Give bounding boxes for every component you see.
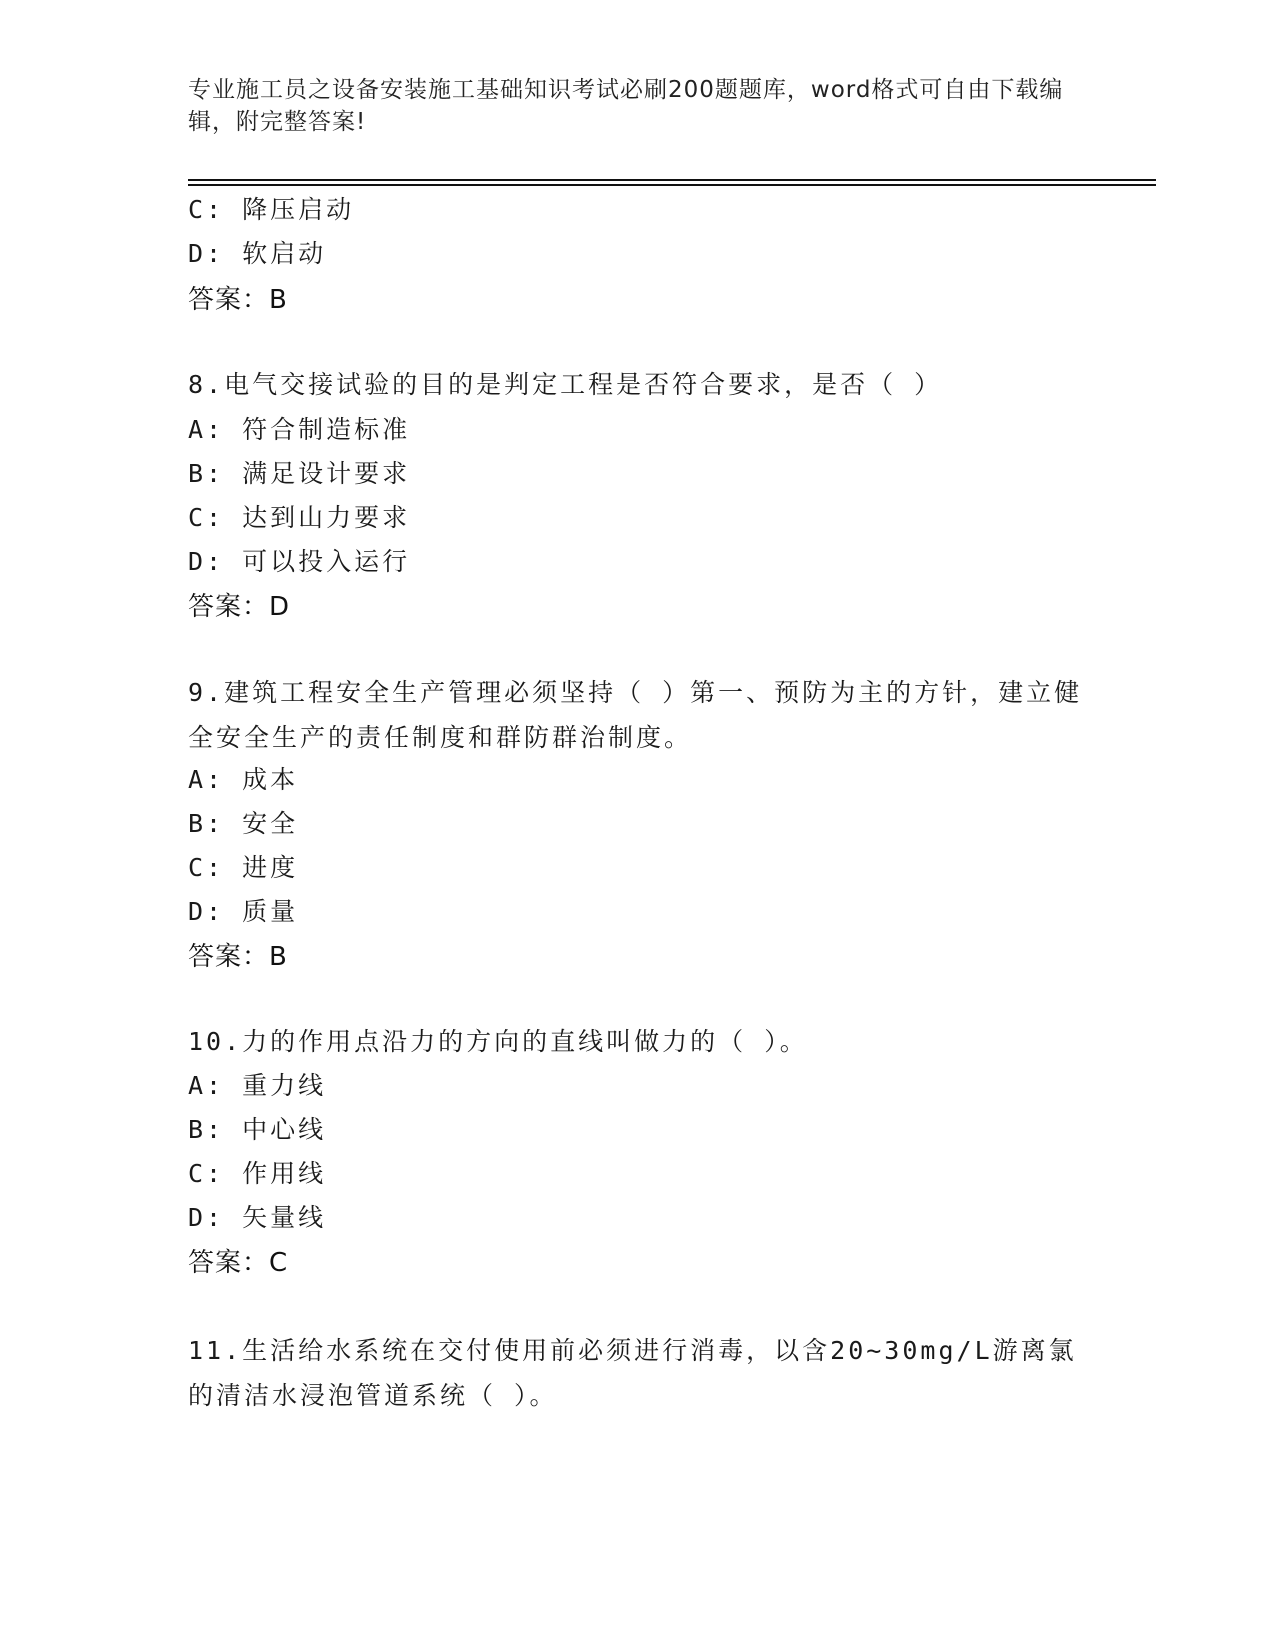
q8-option-b: B: 满足设计要求 [188, 459, 411, 488]
q9-stem: 9.建筑工程安全生产管理必须坚持（ ）第一、预防为主的方针，建立健全安全生产的责任制度和群防群治制度。 [188, 678, 1083, 752]
q8-option-a: A: 符合制造标准 [188, 415, 411, 444]
q10-option-b: B: 中心线 [188, 1115, 327, 1144]
q9-option-c: C: 进度 [188, 853, 299, 882]
q8-option-c: C: 达到山力要求 [188, 503, 411, 532]
q8-option-d: D: 可以投入运行 [188, 547, 411, 576]
document-header: 专业施工员之设备安装施工基础知识考试必刷200题题库，word格式可自由下载编辑，附完整答案! [188, 77, 1064, 135]
q10-stem: 10.力的作用点沿力的方向的直线叫做力的（ ）。 [188, 1027, 808, 1056]
q10-answer: 答案：C [188, 1248, 289, 1278]
header-divider-bottom [188, 184, 1156, 186]
q9-option-a: A: 成本 [188, 765, 299, 794]
q10-option-c: C: 作用线 [188, 1159, 327, 1188]
q8-answer: 答案：D [188, 592, 291, 622]
q10-option-a: A: 重力线 [188, 1071, 327, 1100]
q10-option-d: D: 矢量线 [188, 1203, 327, 1232]
q9-option-b: B: 安全 [188, 809, 299, 838]
q7-answer: 答案：B [188, 285, 288, 315]
q9-option-d: D: 质量 [188, 897, 299, 926]
q11-stem: 11.生活给水系统在交付使用前必须进行消毒，以含20~30mg/L游离氯的清洁水浸泡管道系统（ ）。 [188, 1336, 1077, 1410]
q7-option-c: C: 降压启动 [188, 195, 355, 224]
q8-stem: 8.电气交接试验的目的是判定工程是否符合要求，是否（ ） [188, 370, 943, 399]
q9-answer: 答案：B [188, 942, 288, 972]
header-divider-top [188, 179, 1156, 181]
q7-option-d: D: 软启动 [188, 239, 327, 268]
